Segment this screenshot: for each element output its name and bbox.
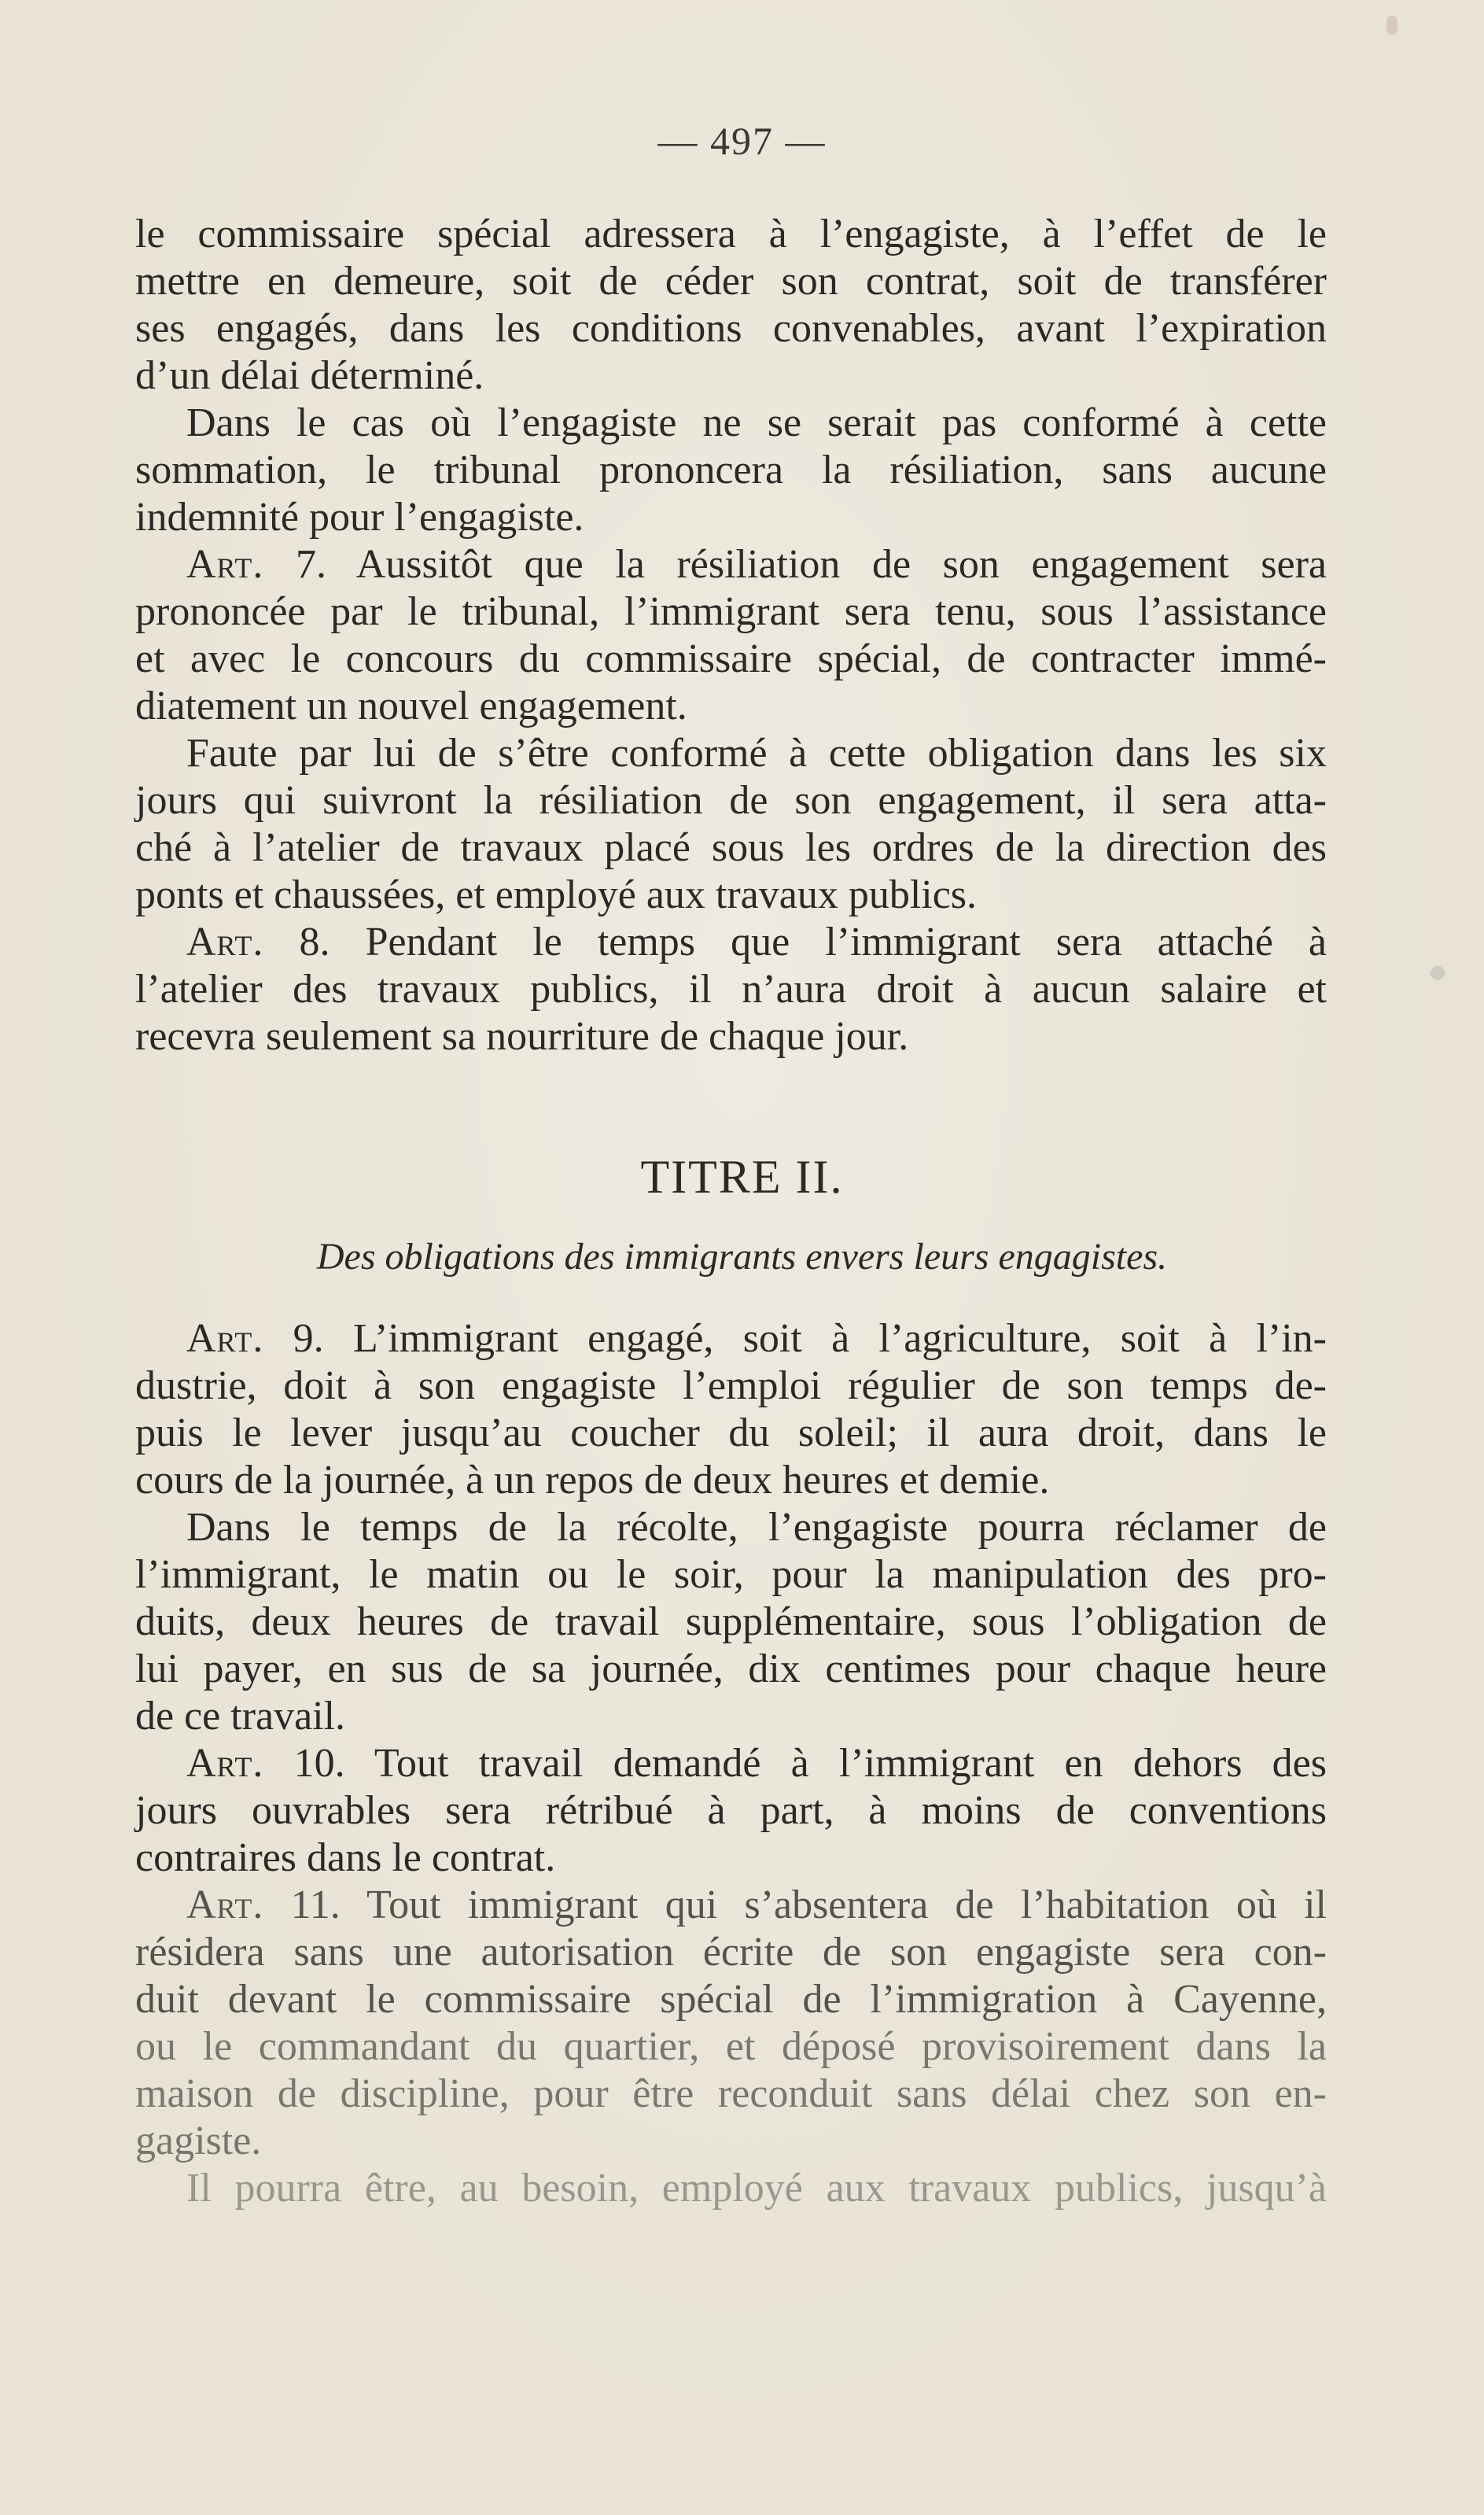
text-line: Il pourra être, au besoin, employé aux travaux publics, jusqu’à (186, 2166, 1327, 2211)
text-line: dustrie, doit à son engagiste l’emploi régulier de son temps de- (135, 1363, 1327, 1408)
text-line: maison de discipline, pour être reconduit sans délai chez son en- (135, 2071, 1327, 2116)
text-line: Dans le cas où l’engagiste ne se serait pas conformé à cette (186, 400, 1327, 445)
text-line: indemnité pour l’engagiste. (135, 495, 584, 540)
text-line: résidera sans une autorisation écrite de son engagiste sera con- (135, 1930, 1327, 1975)
article-9-line: Art. 9. L’immigrant engagé, soit à l’agriculture, soit à l’in- (186, 1316, 1327, 1361)
text-line: contraires dans le contrat. (135, 1835, 556, 1880)
section-title: TITRE II. (640, 1151, 844, 1203)
text-line: lui payer, en sus de sa journée, dix centimes pour chaque heure (135, 1647, 1327, 1691)
article-label: Art. (186, 1316, 264, 1361)
text-line: mettre en demeure, soit de céder son contrat, soit de transférer (135, 259, 1327, 304)
text-block-upper (135, 211, 1327, 1060)
text-line: prononcée par le tribunal, l’immigrant sera tenu, sous l’assistance (135, 589, 1327, 634)
article-8-line: Art. 8. Pendant le temps que l’immigrant sera attaché à (186, 920, 1327, 964)
article-7-line: Art. 7. Aussitôt que la résiliation de son engagement sera (186, 542, 1327, 587)
text-line: le commissaire spécial adressera à l’engagiste, à l’effet de le (135, 212, 1327, 256)
article-label: Art. (186, 920, 264, 964)
article-label: Art. (186, 542, 264, 587)
article-11-line: Art. 11. Tout immigrant qui s’absentera de l’habitation où il (186, 1883, 1327, 1927)
section-subtitle: Des obligations des immigrants envers leurs engagistes. (316, 1236, 1168, 1278)
text-line: cours de la journée, à un repos de deux heures et demie. (135, 1458, 1050, 1503)
text-line: jours ouvrables sera rétribué à part, à moins de conventions (135, 1788, 1327, 1833)
text-line: ou le commandant du quartier, et déposé provisoirement dans la (135, 2024, 1327, 2069)
text-line: duits, deux heures de travail supplémentaire, sous l’obligation de (135, 1599, 1327, 1644)
text-line: jours qui suivront la résiliation de son engagement, il sera atta- (135, 778, 1327, 823)
text-line: ses engagés, dans les conditions convenables, avant l’expiration (135, 306, 1327, 351)
paper-speck (1431, 966, 1445, 980)
text-line: recevra seulement sa nourriture de chaque jour. (135, 1014, 909, 1059)
article-label: Art. (186, 1883, 264, 1927)
text-line: Faute par lui de s’être conformé à cette obligation dans les six (186, 731, 1327, 776)
text-line: d’un délai déterminé. (135, 353, 484, 398)
paper-stain (1386, 16, 1397, 35)
text-line: ponts et chaussées, et employé aux travaux publics. (135, 872, 978, 917)
text-line: ché à l’atelier de travaux placé sous les ordres de la direction des (135, 825, 1327, 870)
text-line: gagiste. (135, 2119, 262, 2163)
article-10-line: Art. 10. Tout travail demandé à l’immigrant en dehors des (186, 1741, 1327, 1786)
text-line: de ce travail. (135, 1694, 346, 1739)
text-line: duit devant le commissaire spécial de l’immigration à Cayenne, (135, 1977, 1327, 2022)
text-line: sommation, le tribunal prononcera la résiliation, sans aucune (135, 448, 1327, 492)
page-number: — 497 — (657, 119, 827, 163)
text-line: Dans le temps de la récolte, l’engagiste pourra réclamer de (186, 1505, 1327, 1550)
text-line: l’immigrant, le matin ou le soir, pour la manipulation des pro- (135, 1552, 1327, 1597)
article-label: Art. (186, 1741, 264, 1786)
text-line: puis le lever jusqu’au coucher du soleil; il aura droit, dans le (135, 1411, 1327, 1455)
text-block-lower (135, 1315, 1327, 2212)
text-line: l’atelier des travaux publics, il n’aura droit à aucun salaire et (135, 967, 1327, 1012)
text-line: et avec le concours du commissaire spécial, de contracter immé- (135, 636, 1327, 681)
text-line: diatement un nouvel engagement. (135, 684, 687, 728)
